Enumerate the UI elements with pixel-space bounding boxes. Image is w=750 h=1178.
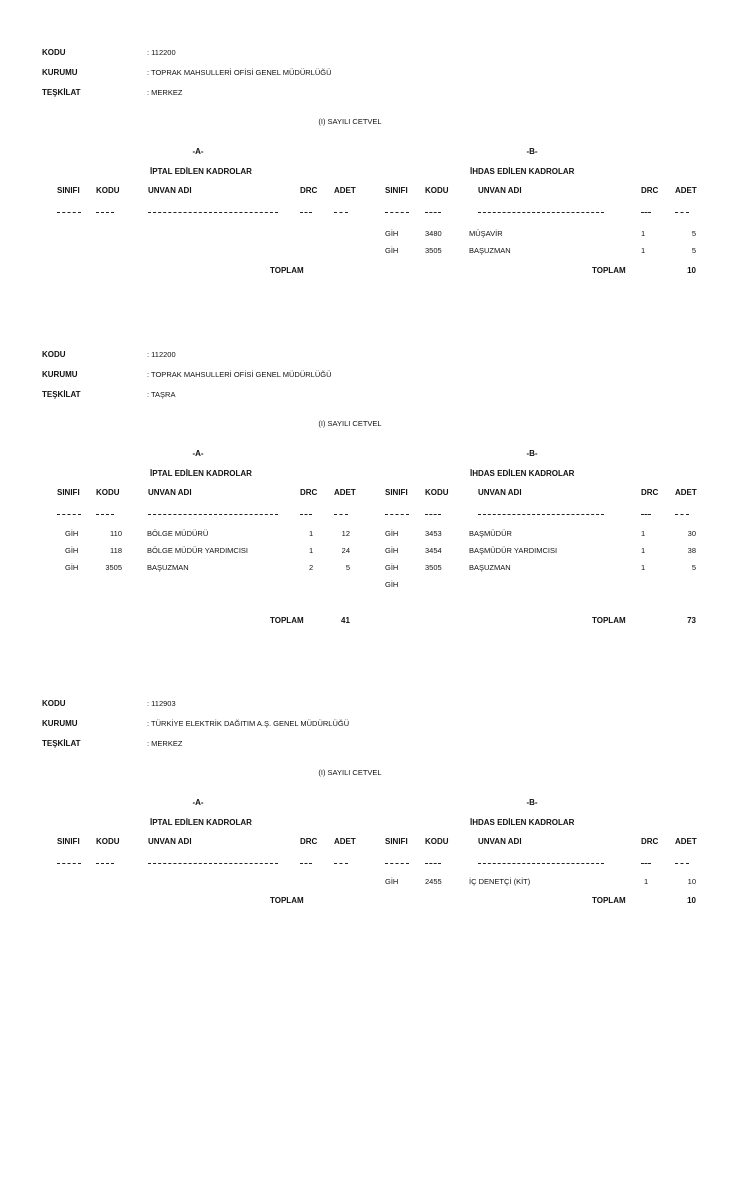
kodu-value: : 112200 [147,48,176,57]
kodu-label: KODU [42,350,66,359]
section-a-label: -A- [192,147,204,156]
divider [675,863,689,864]
col-sinifi-left: SINIFI [57,837,80,846]
divider [641,514,651,515]
row-drc: 2 [309,563,314,572]
divider [334,863,348,864]
kurumu-value: : TOPRAK MAHSULLERİ OFİSİ GENEL MÜDÜRLÜĞÜ [147,68,332,77]
divider [675,212,689,213]
cadre-block-2 [0,303,750,633]
col-sinifi-right: SINIFI [385,186,408,195]
row-unvan: BAŞUZMAN [469,563,511,572]
kurumu-value: : TÜRKİYE ELEKTRİK DAĞITIM A.Ş. GENEL MÜDÜRLÜĞÜ [147,719,350,728]
divider [96,212,114,213]
col-kodu-left: KODU [96,837,120,846]
section-a-label: -A- [192,449,204,458]
row-drc: 1 [641,246,646,255]
row-sinifi: GİH [385,529,399,538]
col-unvan-left: UNVAN ADI [148,837,192,846]
divider [334,212,348,213]
col-kodu-right: KODU [425,837,449,846]
col-drc-left: DRC [300,837,318,846]
divider [425,514,441,515]
cetvel-title: (I) SAYILI CETVEL [318,419,382,428]
col-sinifi-left: SINIFI [57,186,80,195]
row-adet: 24 [341,546,350,555]
divider [300,514,312,515]
teskilat-label: TEŞKİLAT [42,739,81,748]
toplam-left-value: 41 [341,616,350,625]
kurumu-label: KURUMU [42,719,78,728]
row-adet: 5 [345,563,350,572]
col-kodu-left: KODU [96,488,120,497]
col-kodu-left: KODU [96,186,120,195]
col-adet-left: ADET [334,488,356,497]
row-adet: 10 [687,877,696,886]
divider [96,863,114,864]
divider [425,863,441,864]
divider [385,212,409,213]
divider [425,212,441,213]
col-sinifi-left: SINIFI [57,488,80,497]
divider [148,212,278,213]
col-drc-right: DRC [641,837,659,846]
divider [96,514,114,515]
row-adet: 12 [341,529,350,538]
divider [478,863,604,864]
row-sinifi: GİH [385,229,399,238]
divider [300,863,312,864]
divider [57,863,81,864]
kurumu-label: KURUMU [42,370,78,379]
col-adet-left: ADET [334,186,356,195]
divider [148,514,278,515]
row-sinifi: GİH [385,246,399,255]
row-sinifi: GİH [385,546,399,555]
row-drc: 1 [309,529,314,538]
col-drc-right: DRC [641,488,659,497]
row-kodu: 118 [110,546,122,555]
kodu-label: KODU [42,699,66,708]
divider [385,863,409,864]
row-kodu: 3505 [105,563,122,572]
divider [478,212,604,213]
divider [148,863,278,864]
row-kodu: 3454 [425,546,442,555]
row-unvan: BAŞUZMAN [147,563,189,572]
divider [675,514,689,515]
row-kodu: 3480 [425,229,442,238]
col-unvan-left: UNVAN ADI [148,488,192,497]
row-kodu: 110 [110,529,122,538]
toplam-right-value: 10 [687,896,696,905]
row-kodu: 2455 [425,877,442,886]
row-unvan: BÖLGE MÜDÜRÜ [147,529,209,538]
row-adet: 30 [687,529,696,538]
kurumu-value: : TOPRAK MAHSULLERİ OFİSİ GENEL MÜDÜRLÜĞÜ [147,370,332,379]
col-unvan-right: UNVAN ADI [478,186,522,195]
col-unvan-left: UNVAN ADI [148,186,192,195]
divider [641,863,651,864]
row-unvan: MÜŞAVİR [469,229,503,238]
row-sinifi: GİH [385,563,399,572]
divider [334,514,348,515]
kurumu-label: KURUMU [42,68,78,77]
col-unvan-right: UNVAN ADI [478,488,522,497]
row-unvan: BAŞMÜDÜR [469,529,512,538]
row-drc: 1 [641,529,646,538]
section-b-label: -B- [526,449,538,458]
row-unvan: BAŞMÜDÜR YARDIMCISI [469,546,558,555]
teskilat-label: TEŞKİLAT [42,390,81,399]
toplam-right: TOPLAM [592,616,626,625]
toplam-left: TOPLAM [270,616,304,625]
kodu-value: : 112903 [147,699,176,708]
col-sinifi-right: SINIFI [385,488,408,497]
row-kodu: 3453 [425,529,442,538]
teskilat-value: : MERKEZ [147,739,183,748]
iptal-heading: İPTAL EDİLEN KADROLAR [150,818,252,827]
row-kodu: 3505 [425,246,442,255]
row-drc: 1 [641,229,646,238]
row-sinifi: GİH [385,877,399,886]
row-drc: 1 [644,877,649,886]
section-b-label: -B- [526,147,538,156]
row-sinifi: GİH [385,580,399,589]
section-a-label: -A- [192,798,204,807]
col-drc-left: DRC [300,186,318,195]
col-drc-right: DRC [641,186,659,195]
cadre-block-3 [0,651,750,905]
divider [57,514,81,515]
col-drc-left: DRC [300,488,318,497]
col-adet-right: ADET [675,488,697,497]
row-kodu: 3505 [425,563,442,572]
toplam-right-value: 73 [687,616,696,625]
col-sinifi-right: SINIFI [385,837,408,846]
ihdas-heading: İHDAS EDİLEN KADROLAR [470,167,575,176]
divider [385,514,409,515]
toplam-left: TOPLAM [270,896,304,905]
ihdas-heading: İHDAS EDİLEN KADROLAR [470,818,575,827]
cetvel-title: (I) SAYILI CETVEL [318,768,382,777]
ihdas-heading: İHDAS EDİLEN KADROLAR [470,469,575,478]
toplam-left: TOPLAM [270,266,304,275]
row-adet: 38 [687,546,696,555]
section-b-label: -B- [526,798,538,807]
toplam-right: TOPLAM [592,896,626,905]
kodu-value: : 112200 [147,350,176,359]
kodu-label: KODU [42,48,66,57]
col-adet-left: ADET [334,837,356,846]
col-unvan-right: UNVAN ADI [478,837,522,846]
col-adet-right: ADET [675,186,697,195]
row-drc: 1 [641,546,646,555]
col-kodu-right: KODU [425,488,449,497]
row-drc: 1 [309,546,314,555]
cetvel-title: (I) SAYILI CETVEL [318,117,382,126]
teskilat-value: : TAŞRA [147,390,176,399]
divider [478,514,604,515]
iptal-heading: İPTAL EDİLEN KADROLAR [150,167,252,176]
row-adet: 5 [691,246,696,255]
row-sinifi: GİH [65,529,79,538]
col-adet-right: ADET [675,837,697,846]
row-adet: 5 [691,229,696,238]
teskilat-label: TEŞKİLAT [42,88,81,97]
row-drc: 1 [641,563,646,572]
row-adet: 5 [691,563,696,572]
row-sinifi: GİH [65,563,79,572]
row-sinifi: GİH [65,546,79,555]
toplam-right: TOPLAM [592,266,626,275]
row-unvan: İÇ DENETÇİ (KİT) [469,877,531,886]
toplam-right-value: 10 [687,266,696,275]
divider [641,212,651,213]
divider [57,212,81,213]
row-unvan: BÖLGE MÜDÜR YARDIMCISI [147,546,248,555]
teskilat-value: : MERKEZ [147,88,183,97]
col-kodu-right: KODU [425,186,449,195]
cadre-block-1 [0,0,750,275]
divider [300,212,312,213]
row-unvan: BAŞUZMAN [469,246,511,255]
iptal-heading: İPTAL EDİLEN KADROLAR [150,469,252,478]
